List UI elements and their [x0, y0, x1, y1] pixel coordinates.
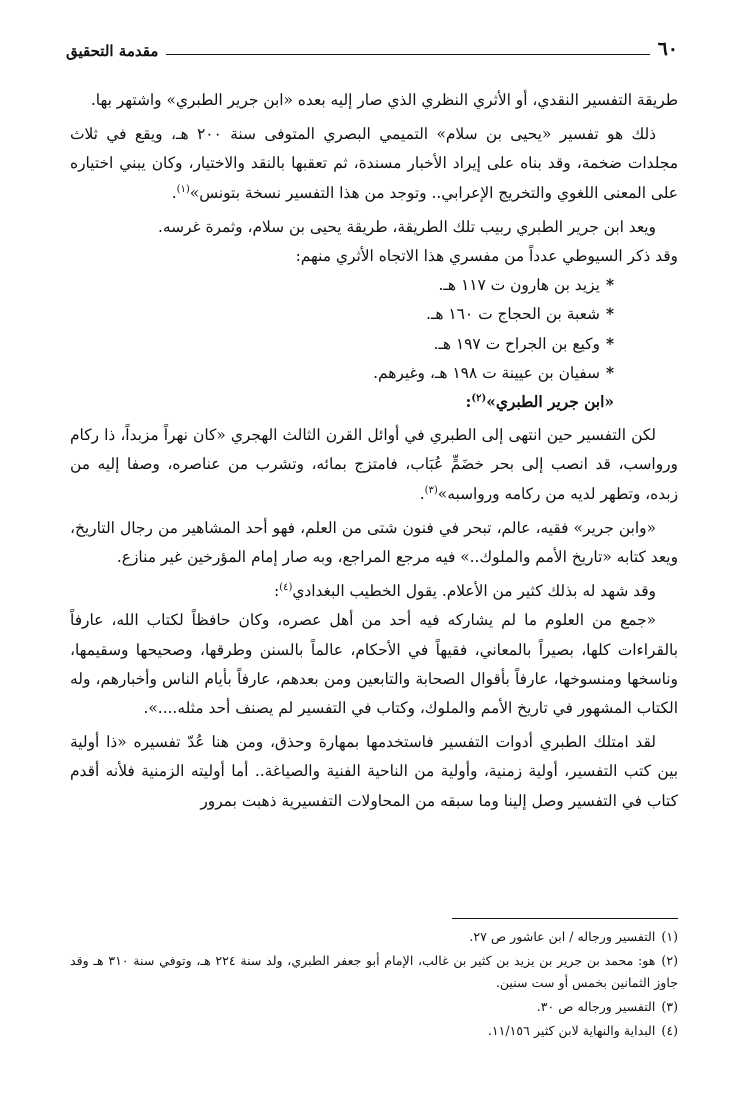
paragraph-2: ذلك هو تفسير «يحيى بن سلام» التميمي البصري المتوفى سنة ٢٠٠ هـ، ويقع في ثلاث مجلدات ضخمة، وقد بناه على إيراد الأخبار مسندة، ثم تعقبها بالنقد والاختيار، وكان يبني اختياره على المعنى اللغوي والتخريج الإعرابي.. وتوجد من هذا التفسير نسخة بتونس»$^{(١)}$.	[70, 125, 678, 202]
paragraph-8	[70, 728, 678, 816]
commentators-list	[70, 271, 678, 388]
paragraph-3b	[70, 242, 678, 271]
list-item-text: يزيد بن هارون ت ١١٧ هـ.	[438, 276, 600, 295]
list-item	[70, 271, 614, 300]
footnote-mark: (٤)	[661, 1023, 678, 1038]
footnote-ref-4[interactable]: (٤)	[279, 582, 293, 594]
footnote-1	[70, 926, 678, 948]
footnote-ref-3[interactable]: (٣)	[424, 484, 438, 496]
footnote-mark: (٣)	[661, 999, 678, 1014]
paragraph-1	[70, 86, 678, 115]
footnote-text: البداية والنهاية لابن كثير ١١/١٥٦.	[487, 1023, 656, 1038]
list-item-text: وكيع بن الجراح ت ١٩٧ هـ.	[433, 334, 600, 353]
header-title: مقدمة التحقيق	[66, 42, 159, 60]
paragraph-7-quote	[70, 606, 678, 723]
paragraph-3a-text: ويعد ابن جرير الطبري ربيب تلك الطريقة، طريقة يحيى بن سلام، وثمرة غرسه.	[157, 217, 656, 236]
footnote-mark: (١)	[661, 929, 678, 944]
list-marker-icon: *	[605, 305, 614, 324]
paragraph-6-text: وقد شهد له بذلك كثير من الأعلام. يقول الخطيب البغدادي	[292, 582, 656, 601]
footnote-2	[70, 950, 678, 994]
main-text	[70, 86, 678, 821]
footnote-4	[70, 1020, 678, 1042]
footnote-text: التفسير ورجاله ص ٣٠.	[536, 999, 656, 1014]
paragraph-1-text: طريقة التفسير النقدي، أو الأثري النظري الذي صار إليه بعده «ابن جرير الطبري» واشتهر بها.	[90, 91, 678, 109]
footnote-text: التفسير ورجاله / ابن عاشور ص ٢٧.	[469, 929, 656, 944]
list-item	[70, 359, 614, 388]
footnote-mark: (٢)	[661, 953, 678, 968]
section-heading-text: «ابن جرير الطبري»	[486, 393, 614, 412]
paragraph-3a	[70, 213, 678, 242]
footnote-text: هو: محمد بن جرير بن يزيد بن كثير بن غالب، الإمام أبو جعفر الطبري، ولد سنة ٢٢٤ هـ، وتوفي سنة ٣١٠ هـ وقد جاوز الثمانين بخمس أو ست سنين.	[70, 953, 678, 990]
list-marker-icon: *	[605, 276, 614, 295]
footnote-ref-1[interactable]: (١)	[176, 183, 190, 195]
paragraph-5	[70, 514, 678, 572]
list-marker-icon: *	[605, 363, 614, 382]
footnote-divider	[452, 918, 678, 919]
footnotes	[70, 926, 678, 1044]
footnote-3	[70, 996, 678, 1018]
paragraph-5-text: «وابن جرير» فقيه، عالم، تبحر في فنون شتى من العلم، فهو أحد المشاهير من رجال التاريخ، ويعد كتابه «تاريخ الأمم والملوك..» فيه مرجع المراجع، وبه صار إمام المؤرخين غير منازع.	[70, 518, 678, 567]
paragraph-3b-text: وقد ذكر السيوطي عدداً من مفسري هذا الاتجاه الأثري منهم:	[295, 247, 678, 266]
paragraph-8-text: لقد امتلك الطبري أدوات التفسير فاستخدمها بمهارة وحذق، ومن هنا عُدّ تفسيره «ذا أولية بين كتب التفسير، أولية زمنية، وأولية من الناحية الفنية والصياغة.. أما أوليته الزمنية فلأنه أقدم كتاب في التفسير وصل إلينا وما سبقه من المحاولات التفسيرية ذهبت بمرور	[70, 733, 678, 810]
paragraph-4: لكن التفسير حين انتهى إلى الطبري في أوائل القرن الثالث الهجري «كان نهراً مزبداً، ذا ركام ورواسب، قد انصب إلى بحر خضَمٍّ عُبَاب، فامتزج بمائه، وتشرب من عناصره، وصفا إليه من زبده، وتطهر لديه من ركامه ورواسبه»$^{(٣)}$.	[70, 426, 678, 503]
page-number: ٦٠	[657, 38, 678, 60]
list-item-text: سفيان بن عيينة ت ١٩٨ هـ، وغيرهم.	[373, 363, 600, 382]
paragraph-2-text: ذلك هو تفسير «يحيى بن سلام» التميمي البصري المتوفى سنة ٢٠٠ هـ، ويقع في ثلاث مجلدات ضخمة، وقد بناه على إيراد الأخبار مسندة، ثم تعقبها بالنقد والاختيار، وكان يبني اختياره على المعنى اللغوي والتخريج الإعرابي.. وتوجد من هذا التفسير نسخة بتونس»	[70, 125, 678, 202]
header-rule	[166, 54, 649, 55]
list-item-text: شعبة بن الحجاج ت ١٦٠ هـ.	[425, 305, 600, 324]
footnote-ref-2[interactable]: (٢)	[471, 392, 487, 404]
paragraph-7-text: «جمع من العلوم ما لم يشاركه فيه أحد من أهل عصره، وكان حافظاً لكتاب الله، عارفاً بالقراءات كلها، بصيراً بالمعاني، فقيهاً في الأحكام، عالماً بالسنن وطرقها، وصحيحها وسقيمها، وناسخها ومنسوخها، عارفاً بأقوال الصحابة والتابعين ومن بعدهم، عارفاً بأيام الناس وأخبارهم، وله الكتاب المشهور في تاريخ الأمم والملوك، وكتاب في التفسير لم يصنف أحد مثله....».	[70, 611, 678, 718]
list-marker-icon: *	[605, 334, 614, 353]
list-item	[70, 330, 614, 359]
paragraph-6: وقد شهد له بذلك كثير من الأعلام. يقول الخطيب البغدادي$^{(٤)}$:	[274, 582, 656, 601]
section-heading: «ابن جرير الطبري»$^{(٢)}$:	[465, 392, 614, 412]
running-header	[66, 34, 678, 60]
list-item	[70, 300, 614, 329]
paragraph-4-text: لكن التفسير حين انتهى إلى الطبري في أوائل القرن الثالث الهجري «كان نهراً مزبداً، ذا ركام ورواسب، قد انصب إلى بحر خضَمٍّ عُبَاب، فامتزج بمائه، وتشرب من عناصره، وصفا إليه من زبده، وتطهر لديه من ركامه ورواسبه»	[70, 426, 678, 503]
